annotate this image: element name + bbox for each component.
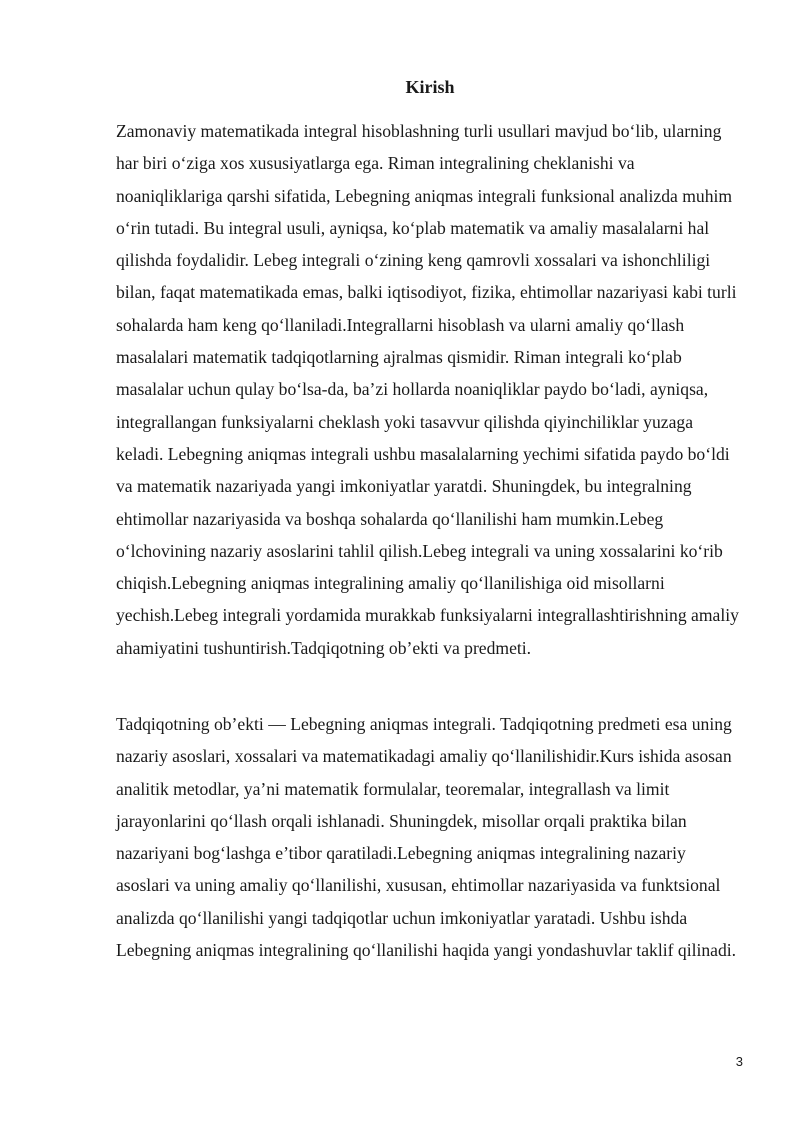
section-title: Kirish xyxy=(405,77,455,97)
body-paragraph-1: Zamonaviy matematikada integral hisoblashning turli usullari mavjud bo‘lib, ularning har biri o‘ziga xos xususiyatlarga ega. Riman integralining cheklanishi va noaniqliklariga qarshi sifatida, Lebegning aniqmas integrali funksional analizda muhim o‘rin tutadi. Bu integral usuli, ayniqsa, ko‘plab matematik va amaliy masalalarni hal qilishda foydalidir. Lebeg integrali o‘zining keng qamrovli xossalari va ishonchliligi bilan, faqat matematikada emas, balki iqtisodiyot, fizika, ehtimollar nazariyasi kabi turli sohalarda ham keng qo‘llaniladi.Integrallarni hisoblash va ularni amaliy qo‘llash masalalari matematik tadqiqotlarning ajralmas qismidir. Riman integrali ko‘plab masalalar uchun qulay bo‘lsa-da, ba’zi hollarda noaniqliklar paydo bo‘ladi, ayniqsa, integrallangan funksiyalarni cheklash yoki tasavvur qilishda qiyinchiliklar yuzaga keladi. Lebegning aniqmas integrali ushbu masalalarning yechimi sifatida paydo bo‘ldi va matematik nazariyada yangi imkoniyatlar yaratdi. Shuningdek, bu integralning ehtimollar nazariyasida va boshqa sohalarda qo‘llanilishi ham mumkin.Lebeg o‘lchovining nazariy asoslarini tahlil qilish.Lebeg integrali va uning xossalarini ko‘rib chiqish.Lebegning aniqmas integralining amaliy qo‘llanilishiga oid misollarni yechish.Lebeg integrali yordamida murakkab funksiyalarni integrallashtirishning amaliy ahamiyatini tushuntirish.Tadqiqotning ob’ekti va predmeti. xyxy=(116,121,739,658)
page-number: 3 xyxy=(735,1054,743,1069)
body-paragraph-2: Tadqiqotning ob’ekti — Lebegning aniqmas integrali. Tadqiqotning predmeti esa uning nazariy asoslari, xossalari va matematikadagi amaliy qo‘llanilishidir.Kurs ishida asosan analitik metodlar, ya’ni matematik formulalar, teoremalar, integrallash va limit jarayonlarini qo‘llash orqali ishlanadi. Shuningdek, misollar orqali praktika bilan nazariyani bog‘lashga e’tibor qaratiladi.Lebegning aniqmas integralining nazariy asoslari va uning amaliy qo‘llanilishi, xususan, ehtimollar nazariyasida va funktsional analizda qo‘llanilishi yangi tadqiqotlar uchun imkoniyatlar yaratadi. Ushbu ishda Lebegning aniqmas integralining qo‘llanilishi haqida yangi yondashuvlar taklif qilinadi. xyxy=(116,714,737,961)
